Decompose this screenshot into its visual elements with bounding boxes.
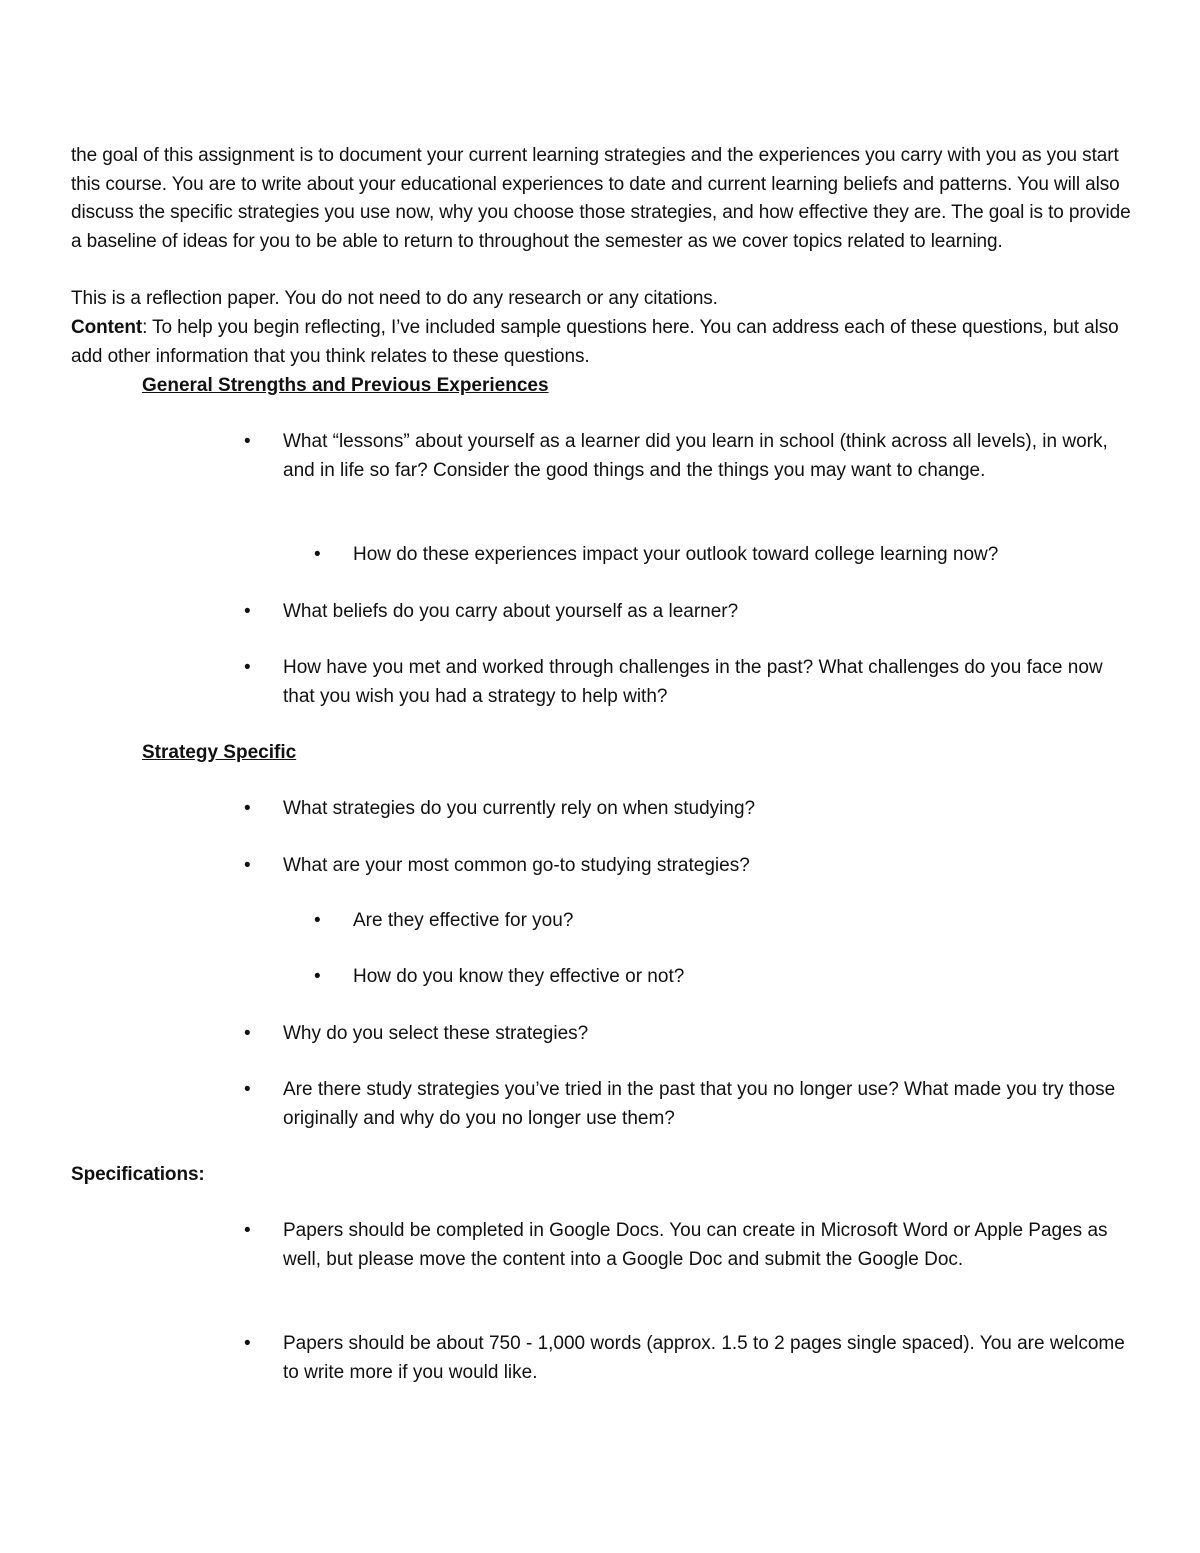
list-item-text: What strategies do you currently rely on when studying?: [283, 798, 756, 819]
bullet-icon: •: [244, 601, 251, 622]
bullet-icon: •: [244, 1079, 251, 1100]
list-item-text: How do you know they effective or not?: [353, 966, 685, 987]
bullet-icon: •: [244, 1220, 251, 1241]
bullet-icon: •: [244, 855, 251, 876]
bullet-icon: •: [244, 1023, 251, 1044]
bullet-icon: •: [314, 544, 321, 565]
bullet-icon: •: [244, 1333, 251, 1354]
bullet-icon: •: [244, 798, 251, 819]
section-heading-strategy-specific: Strategy Specific: [142, 742, 297, 763]
list-item-text: How have you met and worked through challenges in the past? What challenges do you face now that you wish you had a strategy to help with?: [283, 657, 1103, 707]
bullet-icon: •: [314, 910, 321, 931]
list-item-text: Papers should be about 750 - 1,000 words (approx. 1.5 to 2 pages single spaced). You are welcome to write more if you would like.: [283, 1333, 1125, 1383]
list-item-text: Are they effective for you?: [353, 910, 574, 931]
list-item-text: Why do you select these strategies?: [283, 1023, 589, 1044]
specifications-label: Specifications: [71, 1164, 199, 1185]
bullet-icon: •: [244, 431, 251, 452]
content-paragraph: [71, 314, 1135, 371]
section-heading-general-strengths: General Strengths and Previous Experiences: [142, 375, 549, 396]
list-item-text: What are your most common go-to studying strategies?: [283, 855, 750, 876]
specifications-colon: :: [198, 1164, 205, 1185]
list-item-text: How do these experiences impact your outlook toward college learning now?: [353, 544, 999, 565]
bullet-icon: •: [244, 657, 251, 678]
list-item-text: Are there study strategies you’ve tried in the past that you no longer use? What made you try those originally and why do you no longer use them?: [283, 1079, 1116, 1129]
specifications-heading: [71, 1161, 1135, 1190]
list-item-text: Papers should be completed in Google Docs. You can create in Microsoft Word or Apple Pages as well, but please move the content into a Google Doc and submit the Google Doc.: [283, 1220, 1108, 1270]
bullet-icon: •: [314, 966, 321, 987]
content-label: Content: [71, 317, 143, 338]
list-item-text: What “lessons” about yourself as a learner did you learn in school (think across all levels), in work, and in life so far? Consider the good things and the things you may want to change.: [283, 431, 1108, 481]
intro-paragraph: the goal of this assignment is to document your current learning strategies and the experiences you carry with you as you start this course. You are to write about your educational experiences to date and current learning beliefs and patterns. You will also discuss the specific strategies you use now, why you choose those strategies, and how effective they are. The goal is to provide a baseline of ideas for you to be able to return to throughout the semester as we cover topics related to learning.: [71, 145, 1131, 252]
content-text: : To help you begin reflecting, I’ve included sample questions here. You can address each of these questions, but also add other information that you think relates to these questions.: [71, 317, 1119, 367]
list-item-text: What beliefs do you carry about yourself as a learner?: [283, 601, 739, 622]
reflection-note: This is a reflection paper. You do not need to do any research or any citations.: [71, 288, 718, 309]
